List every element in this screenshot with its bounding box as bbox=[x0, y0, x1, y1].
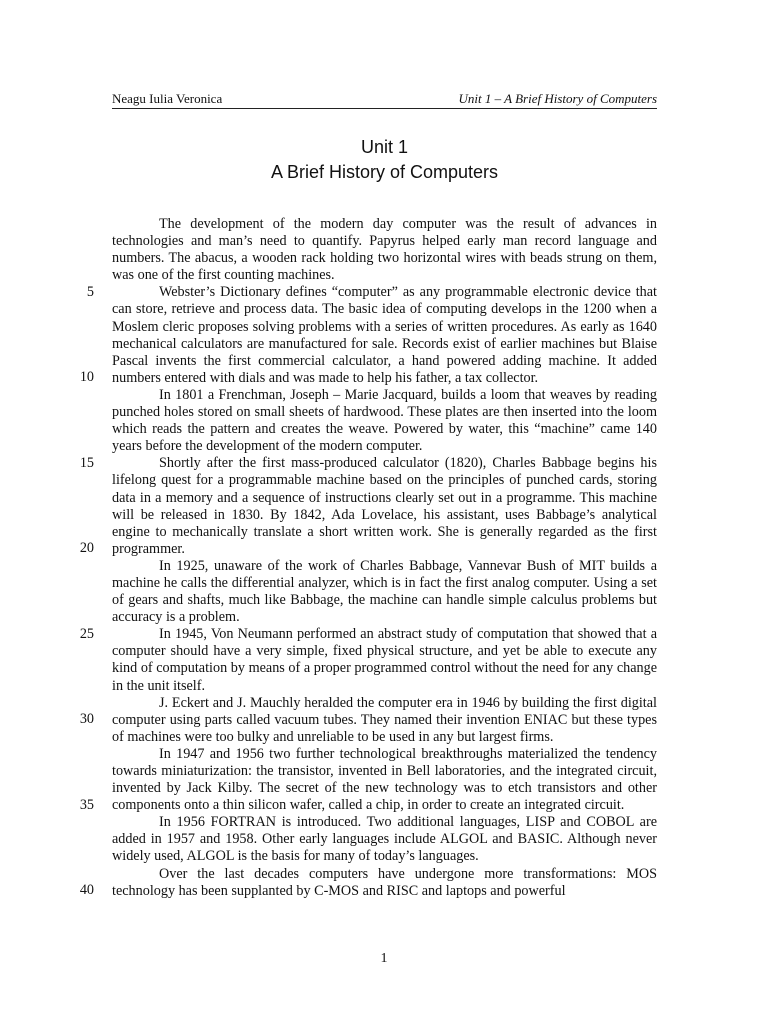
running-title: Unit 1 – A Brief History of Computers bbox=[458, 91, 657, 106]
paragraph: Webster’s Dictionary defines “computer” as any programmable electronic device that can store, retrieve and process data. The basic idea of computing develops in the 1200 when a Moslem cleric proposes solving problems with a series of written procedures. As early as 1640 mechanical calculators are manufactured for sale. Records exist of earlier machines but Blaise Pascal invents the first commercial calculator, a hand powered adding machine. It added numbers entered with dials and was made to help his father, a tax collector. bbox=[112, 284, 657, 386]
paragraph: J. Eckert and J. Mauchly heralded the computer era in 1946 by building the first digital computer using parts called vacuum tubes. They named their invention ENIAC but these types of machines were too bulky and unreliable to be used in any but largest firms. bbox=[112, 694, 657, 745]
page-number: 1 bbox=[380, 951, 388, 966]
paragraph: In 1945, Von Neumann performed an abstract study of computation that showed that a computer should have a very simple, fixed physical structure, and yet be able to execute any kind of computation by means of a proper programmed control without the need for any change in the unit itself. bbox=[112, 626, 657, 694]
unit-label: Unit 1 bbox=[360, 137, 409, 157]
paragraph: In 1947 and 1956 two further technological breakthroughs materialized the tendency towards miniaturization: the transistor, invented in Bell laboratories, and the integrated circuit, invented by Jack Kilby. The secret of the new technology was to etch transistors and other components onto a thin silicon wafer, called a chip, in order to create an integrated circuit. bbox=[112, 745, 657, 814]
author-name: Neagu Iulia Veronica bbox=[112, 91, 223, 106]
title-block bbox=[112, 135, 657, 185]
line-number: 5 bbox=[86, 284, 94, 300]
paragraph: In 1925, unaware of the work of Charles Babbage, Vannevar Bush of MIT builds a machine he calls the differential analyzer, which is in fact the first analog computer. Using a set of gears and shafts, much like Babbage, the machine can handle simple calculus problems but accuracy is a problem. bbox=[112, 557, 657, 626]
line-number: 35 bbox=[79, 797, 94, 813]
line-number: 15 bbox=[79, 455, 94, 471]
line-number: 25 bbox=[79, 626, 94, 642]
paragraph: The development of the modern day computer was the result of advances in technologies and man’s need to quantify. Papyrus helped early man record language and numbers. The abacus, a wooden rack holding two horizontal wires with beads strung on them, was one of the first counting machines. bbox=[112, 216, 657, 284]
page-title: A Brief History of Computers bbox=[270, 162, 499, 182]
paragraph: In 1956 FORTRAN is introduced. Two additional languages, LISP and COBOL are added in 1957 and 1958. Other early languages include ALGOL and BASIC. Although never widely used, ALGOL is the basis for many of today’s languages. bbox=[112, 814, 657, 865]
line-number: 30 bbox=[79, 711, 94, 727]
page-header bbox=[112, 90, 657, 109]
line-number: 40 bbox=[79, 882, 94, 898]
body-text bbox=[112, 216, 657, 900]
paragraph: Over the last decades computers have undergone more transformations: MOS technology has been supplanted by C-MOS and RISC and laptops and powerful bbox=[112, 865, 657, 899]
line-number: 10 bbox=[79, 369, 94, 385]
paragraph: Shortly after the first mass-produced calculator (1820), Charles Babbage begins his lifelong quest for a programmable machine based on the principles of punched cards, storing data in a memory and a sequence of instructions clearly set out in a programme. This machine will be released in 1830. By 1842, Ada Lovelace, his assistant, uses Babbage’s analytical engine to mechanically translate a short written work. She is generally regarded as the first programmer. bbox=[112, 455, 657, 557]
paragraph: In 1801 a Frenchman, Joseph – Marie Jacquard, builds a loom that weaves by reading punched holes stored on small sheets of hardwood. These plates are then inserted into the loom which reads the pattern and creates the weave. Powered by water, this “machine” came 140 years before the development of the modern computer. bbox=[112, 386, 657, 455]
line-number: 20 bbox=[79, 540, 94, 556]
